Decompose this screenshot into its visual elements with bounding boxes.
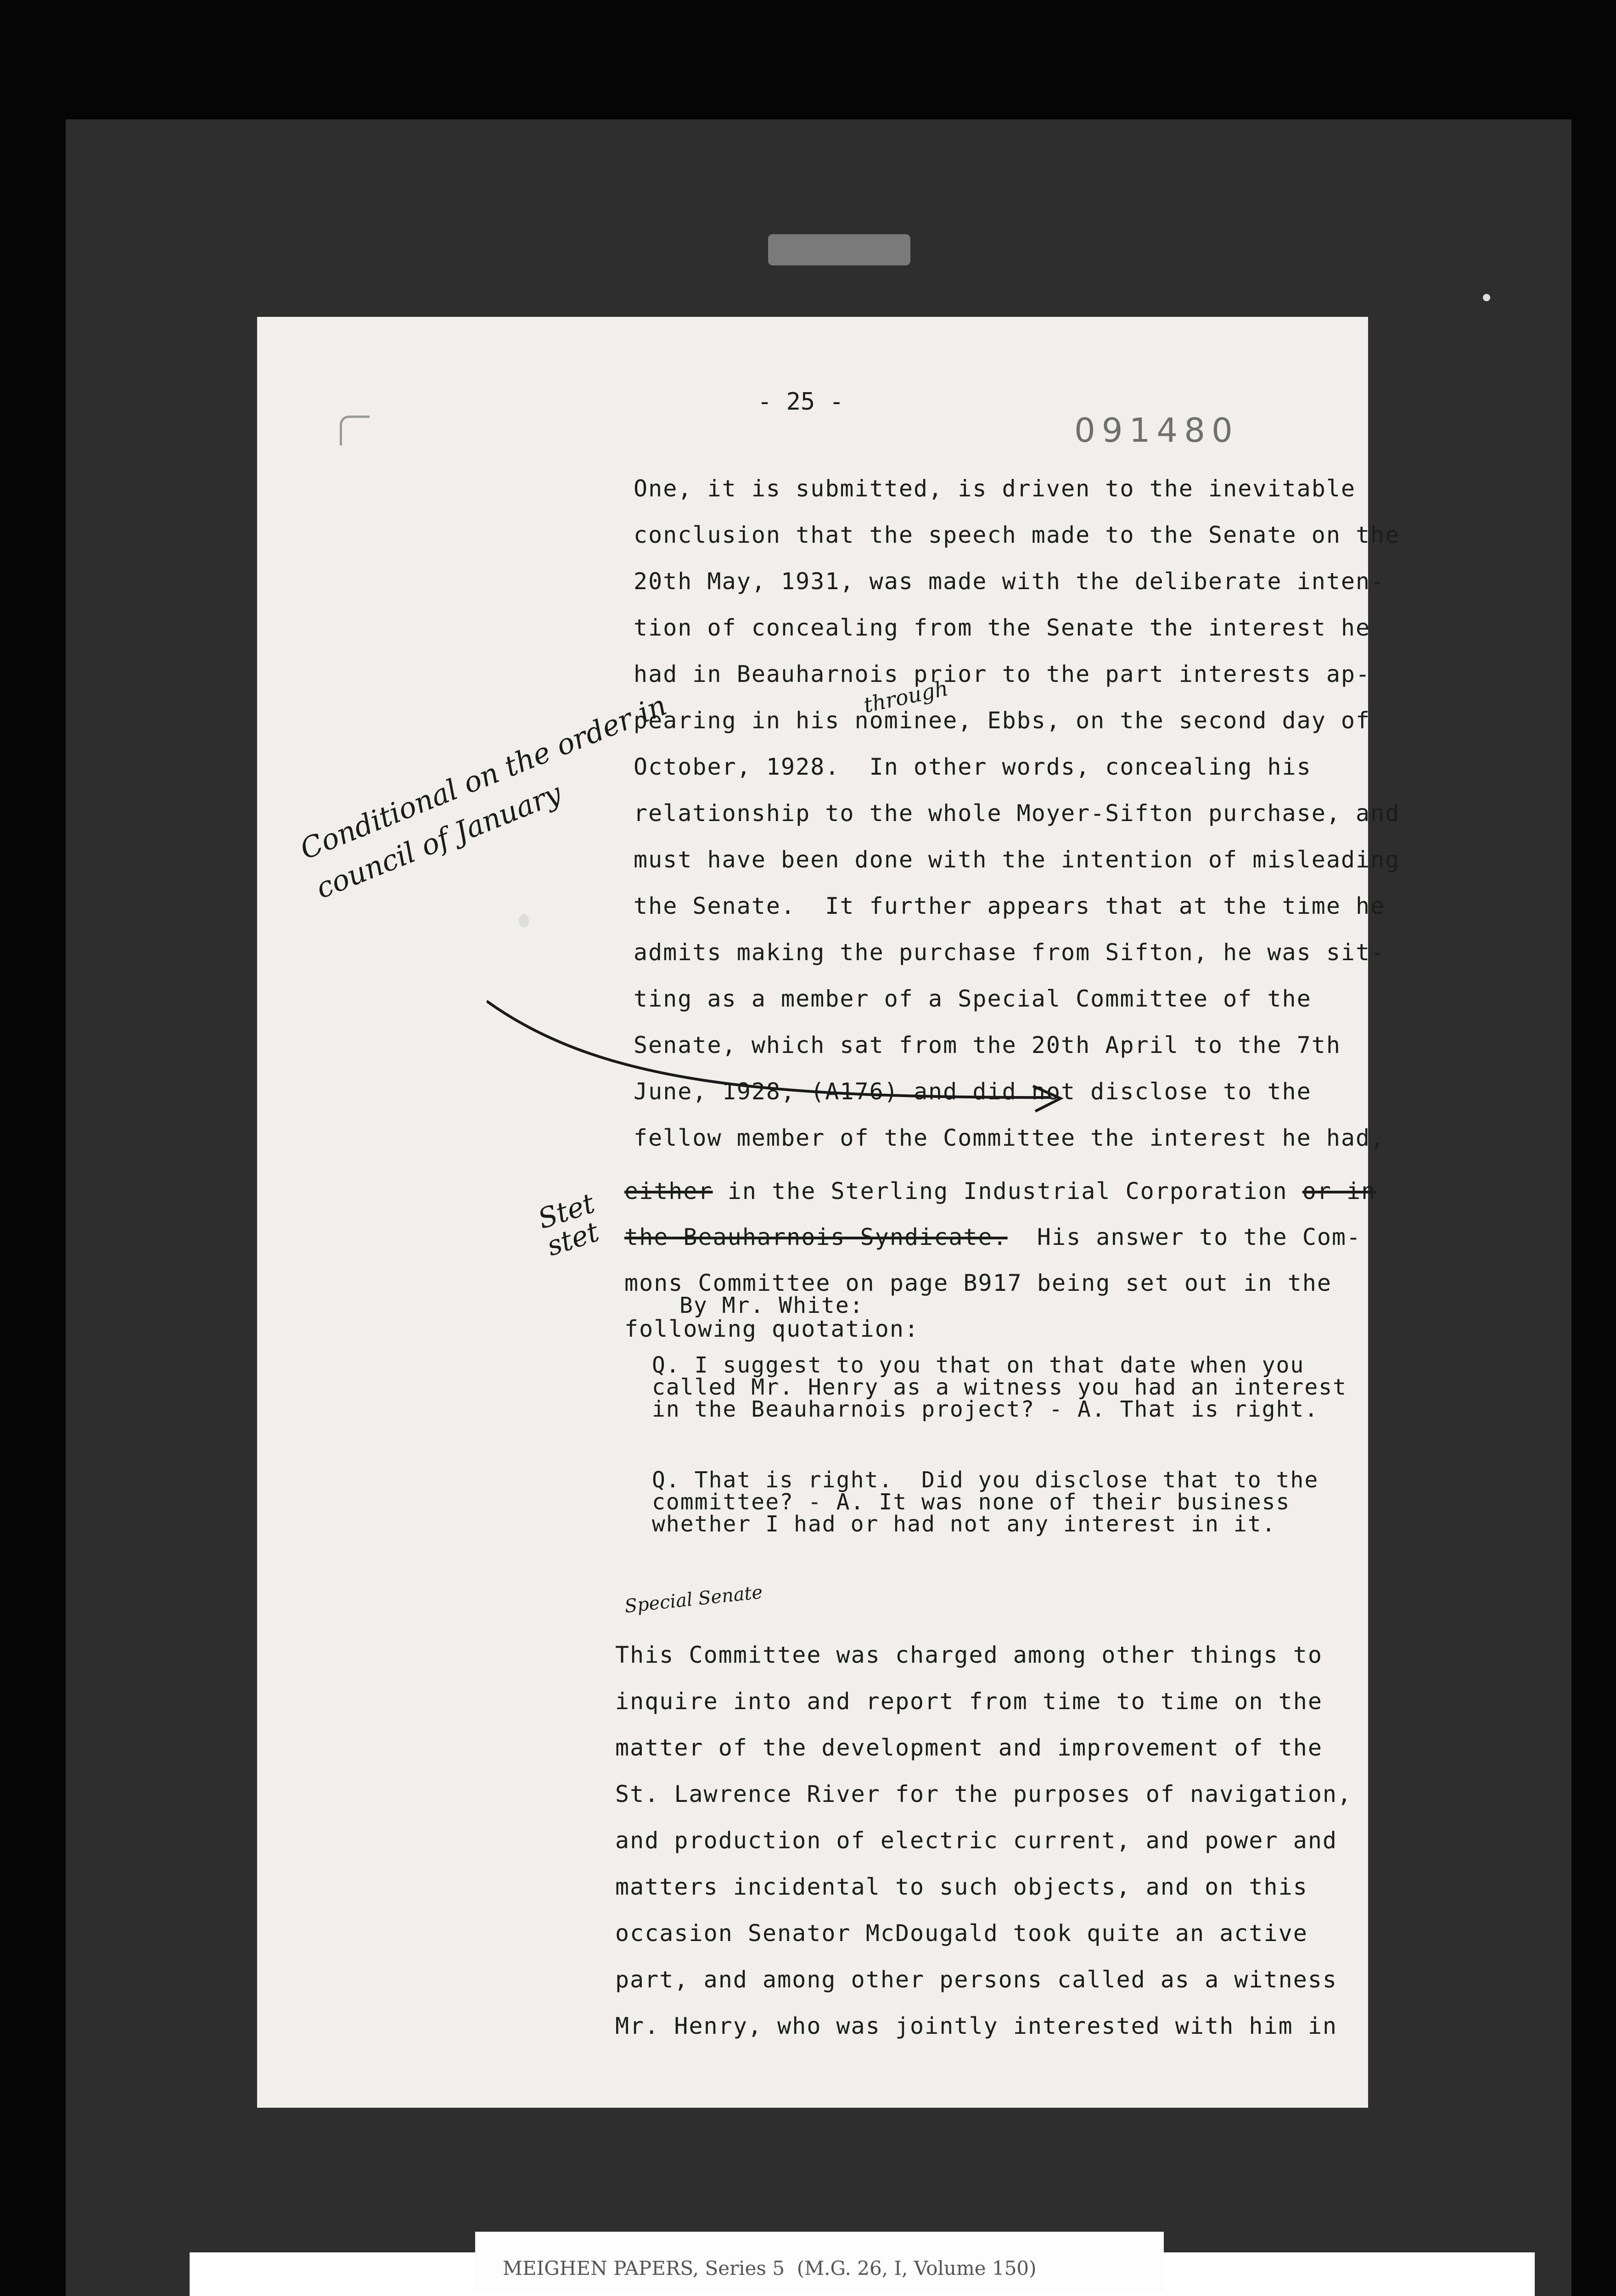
speck	[1483, 294, 1490, 301]
text-line: tion of concealing from the Senate the interest he	[634, 614, 1371, 641]
binder-clip	[768, 234, 910, 265]
struck-line-2	[624, 1224, 1361, 1250]
handwritten-through: through	[861, 675, 951, 718]
text-line: One, it is submitted, is driven to the inevitable	[634, 475, 1356, 502]
text-line: called Mr. Henry as a witness you had an interest	[652, 1374, 1347, 1400]
text-line: following quotation:	[624, 1316, 920, 1342]
text-line: Mr. Henry, who was jointly interested with him in	[615, 2013, 1338, 2039]
handwritten-stet: Stet stet	[534, 1187, 603, 1263]
text-line: ting as a member of a Special Committee of the	[634, 985, 1312, 1012]
handwritten-margin-note: Conditional on the order in council of January	[295, 688, 671, 906]
text-line: This Committee was charged among other things to	[615, 1642, 1323, 1668]
text-line: part, and among other persons called as a witness	[615, 1966, 1338, 1993]
text-line: occasion Senator McDougald took quite an active	[615, 1920, 1308, 1947]
line-17-rest: His answer to the Com-	[1007, 1224, 1362, 1250]
text-line: must have been done with the intention of misleading	[634, 846, 1400, 873]
text-line: June, 1928, (A176) and did not disclose to the	[634, 1078, 1312, 1105]
text-line: and production of electric current, and power and	[615, 1827, 1338, 1854]
handwritten-special-senate: Special Senate	[623, 1581, 764, 1617]
page-corner-mark	[340, 416, 370, 445]
collection-reference: MEIGHEN PAPERS, Series 5 (M.G. 26, I, Volume 150)	[503, 2257, 1037, 2279]
text-line: St. Lawrence River for the purposes of navigation,	[615, 1781, 1352, 1807]
text-line: had in Beauharnois prior to the part interests ap-	[634, 661, 1371, 687]
text-line: Senate, which sat from the 20th April to the 7th	[634, 1032, 1341, 1058]
text-line: October, 1928. In other words, concealing his	[634, 754, 1312, 780]
struck-phrase-syndicate: the Beauharnois Syndicate.	[624, 1224, 1008, 1250]
struck-word-or-in: or in	[1302, 1178, 1376, 1204]
speck	[519, 914, 529, 928]
text-line: matter of the development and improvement of the	[615, 1734, 1323, 1761]
text-line: in the Beauharnois project? - A. That is right.	[652, 1396, 1319, 1422]
text-line: Q. I suggest to you that on that date when you	[652, 1352, 1305, 1378]
line-16-mid: in the Sterling Industrial Corporation	[713, 1178, 1302, 1204]
text-line: mons Committee on page B917 being set out in the	[624, 1270, 1332, 1296]
text-line: whether I had or had not any interest in it.	[652, 1511, 1276, 1537]
text-line: Q. That is right. Did you disclose that to the	[652, 1467, 1319, 1493]
insertion-arrow	[487, 983, 1106, 1120]
text-line: pearing in his nominee, Ebbs, on the second day of	[634, 707, 1371, 734]
page-number: - 25 -	[758, 388, 844, 416]
quotation-speaker: By Mr. White:	[679, 1293, 864, 1318]
text-line: 20th May, 1931, was made with the deliberate inten-	[634, 568, 1386, 595]
text-line: matters incidental to such objects, and on this	[615, 1874, 1308, 1900]
text-line: relationship to the whole Moyer-Sifton purchase, and	[634, 800, 1400, 827]
text-line: fellow member of the Committee the interest he had,	[634, 1125, 1386, 1151]
typed-page	[257, 317, 1400, 2108]
text-line: admits making the purchase from Sifton, he was sit-	[634, 939, 1386, 966]
text-line: inquire into and report from time to time on the	[615, 1688, 1323, 1715]
struck-line-1	[624, 1178, 1376, 1204]
document-number-stamp: 091480	[1074, 411, 1239, 450]
text-line: the Senate. It further appears that at the time he	[634, 893, 1386, 919]
text-line: committee? - A. It was none of their business	[652, 1489, 1291, 1515]
reference-tab	[475, 2232, 1164, 2291]
text-line: conclusion that the speech made to the Senate on the	[634, 522, 1400, 548]
struck-word-either: either	[624, 1178, 713, 1204]
